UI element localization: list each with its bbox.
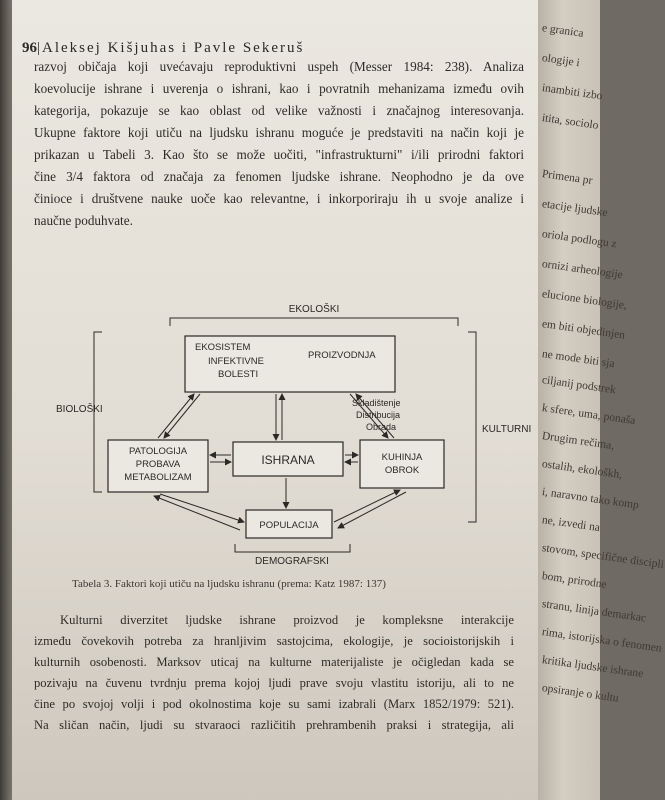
demographic-bracket xyxy=(235,544,350,552)
kitchen-box xyxy=(360,440,444,488)
arrow-ecosystem-pathology xyxy=(164,394,200,438)
facing-page-line: k sfere, uma, ponaša xyxy=(541,402,637,428)
facing-page-line: ostalih, ekološkh, xyxy=(541,458,623,482)
meal-label: OBROK xyxy=(384,465,420,476)
infectious-label: INFEKTIVNE xyxy=(208,356,264,367)
arrow-pathology-ecosystem xyxy=(158,394,194,438)
text-line: Ukupne faktore koji utiču na ljudsku ishranu moguće je predstaviti na način koji je xyxy=(34,125,524,140)
facing-page-line: inambiti izbo xyxy=(541,82,604,103)
facing-page-line: ne, izvedi na xyxy=(541,514,601,535)
facing-page-line: kritika ljudske ishrane xyxy=(541,654,645,681)
storage-label: Skladištenje xyxy=(352,398,401,408)
page-number: 96 xyxy=(22,40,37,56)
text-line: Na sličan način, ljudi su stvaraoci različitih prehrambenih praksi i strategija, ali xyxy=(34,718,514,732)
body-paragraph-1 xyxy=(34,56,524,232)
pathology-label: PATOLOGIJA xyxy=(128,446,188,457)
text-line: koevolucije ishrane i uverenja o ishrani, kao i povratnih mehanizama između ovih xyxy=(34,81,524,96)
demographic-label: DEMOGRAFSKI xyxy=(255,556,329,567)
facing-page-line: e granica xyxy=(541,22,585,40)
biological-label: BIOLOŠKI xyxy=(56,404,103,415)
facing-page-line: itita, sociolo xyxy=(541,112,600,132)
text-line: prikazan u Tabeli 3. Kao što se može uočiti, "infrastrukturni" i/ili prirodni faktori xyxy=(34,147,524,162)
text-line: između čovekovih potreba za hranljivim sastojcima, ekologije, je socioistorijskih i xyxy=(34,634,514,648)
ecological-bracket xyxy=(170,318,458,326)
cultural-label: KULTURNI xyxy=(482,424,532,435)
text-line: kulturnih osobenosti. Marksov uticaj na kulturne materijaliste je očigledan kada se xyxy=(34,655,514,669)
distribution-label: Distribucija xyxy=(356,410,401,420)
ecosystem-label: EKOSISTEM xyxy=(195,342,251,353)
arrow-kitchen-population xyxy=(338,492,406,528)
facing-page-line: stranu, linija demarkac xyxy=(541,598,647,625)
facing-page-line: ciljanij podstrek xyxy=(541,374,617,397)
text-line: kategorija, pokazuje se kao oblast od velike važnosti i značajnog interesovanja. xyxy=(34,103,524,118)
arrow-pathology-population xyxy=(160,494,244,522)
diseases-label: BOLESTI xyxy=(218,369,259,380)
text-line: naučne poduhvate. xyxy=(34,213,133,228)
facing-page-line: opsiranje o kultu xyxy=(541,682,620,705)
facing-page-line: ne mode biti sja xyxy=(541,348,616,371)
arrow-population-pathology xyxy=(154,496,240,530)
facing-page-edge xyxy=(538,0,665,800)
arrow-population-kitchen xyxy=(334,490,400,522)
text-line: razvoj običaja koji uvećavaju reproduktivni uspeh (Messer 1984: 238). Analiza xyxy=(34,59,524,74)
facing-page-line: stovom, specifične discipli xyxy=(541,542,665,572)
facing-page-line: rima, istorijska o fenomen xyxy=(541,626,663,655)
text-line: Kulturni diverzitet ljudske ishrane proizvod je kompleksne interakcije xyxy=(60,613,514,627)
population-label: POPULACIJA xyxy=(259,520,319,531)
facing-page-line: i, naravno tako komp xyxy=(541,486,640,512)
facing-page-line: elucione biologije, xyxy=(541,288,628,312)
facing-page-line: Drugim rečima, xyxy=(541,430,615,453)
processing-label: Obrada xyxy=(366,422,397,432)
nutrition-label: ISHRANA xyxy=(261,453,315,467)
facing-page-line: ornizi arheologije xyxy=(541,258,624,282)
text-line: čine po svojoj volji i pod okolnostima koje su sami izabrali (Marx 1852/1979: 521). xyxy=(34,697,514,711)
book-page xyxy=(12,0,538,800)
header-authors: Aleksej Kišjuhas i Pavle Sekeruš xyxy=(42,40,305,56)
facing-page-line: Primena pr xyxy=(541,168,594,188)
food-factors-diagram xyxy=(50,292,532,567)
text-line: pozivaju na čuvenu tvrdnju prema kojoj ljudi prave svoju vlastitu istoriju, ali to ne xyxy=(34,676,514,690)
text-line: činioce i društvene nauke uoče kao relevantne, i inkorporiraju ih u svoje analize i xyxy=(34,191,524,206)
production-label: PROIZVODNJA xyxy=(308,350,376,361)
facing-page-line: em biti objedinjen xyxy=(541,318,626,342)
ecological-label: EKOLOŠKI xyxy=(288,304,340,315)
facing-page-line: etacije ljudske xyxy=(541,198,609,220)
facing-page-line: oriola podlogu z xyxy=(541,228,618,251)
digestion-label: PROBAVA xyxy=(135,459,181,470)
metabolism-label: METABOLIZAM xyxy=(124,472,192,483)
figure-caption: Tabela 3. Faktori koji utiču na ljudsku ishranu (prema: Katz 1987: 137) xyxy=(72,578,386,590)
running-header xyxy=(22,40,522,57)
cultural-bracket xyxy=(468,332,476,522)
text-line: čine 3/4 faktora od značaja za fenomen ljudske ishrane. Neophodno je da ove xyxy=(34,169,524,184)
diagram-svg xyxy=(50,292,532,567)
kitchen-label: KUHINJA xyxy=(381,452,423,463)
body-paragraph-2 xyxy=(34,610,514,736)
facing-page-line: ologije i xyxy=(541,52,581,70)
header-separator: | xyxy=(37,40,43,56)
facing-page-line: bom, prirodne xyxy=(541,570,608,592)
